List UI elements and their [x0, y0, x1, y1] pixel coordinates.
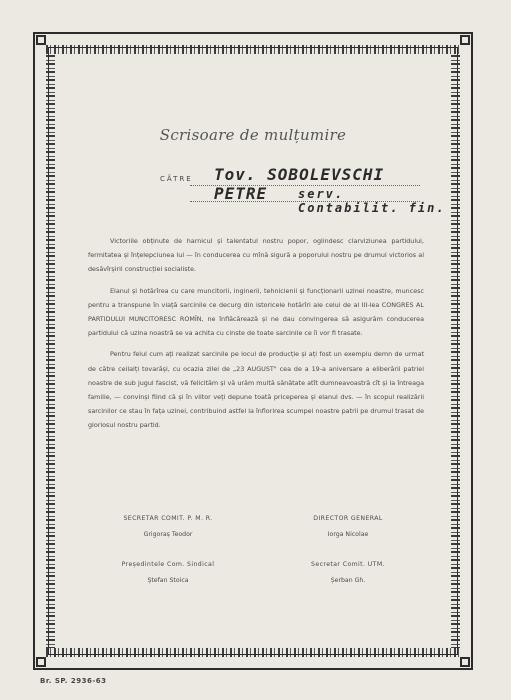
signatory — [88, 557, 248, 589]
signature-row — [88, 557, 424, 603]
paragraph-2: Elanul și hotărîrea cu care muncitorii, inginerii, tehnicienii și funcționarii uzinei noastre, muncesc pentru a transpune în viață sarcinile ce decurg din istoricele hotărîri ale celui de al III-lea CONGRES AL PARTIDULUI MUNCITORESC ROMÎN, ne înflăcărează și ne dau convingerea să asigurăm conducerea partidului că uzina noastră se va achita cu cinste de toate sarcinile ce îi vor fi trasate. — [88, 286, 424, 338]
signatory-name: Șerban Gh. — [330, 577, 366, 584]
signatory — [268, 511, 428, 543]
signatory — [268, 557, 428, 589]
letter-body — [88, 234, 424, 440]
signatory — [88, 511, 248, 543]
addressee-prefix: CĂTRE — [160, 175, 193, 183]
paragraph-1: Victoriile obținute de harnicul și talentatul nostru popor, oglindesc clarviziunea partidului, fermitatea și înțelepciunea lui — în conducerea cu mînă sigură a poporului nostru pe drumul victorios al desăvîrșirii construcției socialiste. — [88, 237, 424, 274]
corner-ornament-icon — [460, 35, 470, 45]
corner-ornament-icon — [460, 657, 470, 667]
paragraph-3: Pentru felul cum ați realizat sarcinile pe locul de producție și ați fost un exemplu demn de urmat de către ceilalți tovarăși, cu ocazia zilei de „23 AUGUST" cea de a 19-a aniversare a eliberării patriei noastre de sub jugul fascist, vă felicităm și vă urăm multă sănătate atît dumneavoastră cît și la întreaga familie, — convinși fiind că și în viitor veți depune toată priceperea și elanul dvs. — în scopul realizării sarcinilor ce stau în fața uzinei, contribuind astfel la înflorirea scumpei noastre patrii pe drumul trasat de gloriosul nostru partid. — [88, 350, 424, 430]
signatory-name: Ștefan Stoica — [147, 577, 189, 584]
signatory-role: SECRETAR COMIT. P. M. R. — [123, 515, 213, 522]
signatory-role: Președintele Com. Sindical — [121, 561, 215, 568]
print-reference: Br. SP. 2936-63 — [40, 677, 107, 685]
signature-row — [88, 511, 424, 557]
signatory-name: Iorga Nicolae — [327, 531, 369, 538]
corner-ornament-icon — [36, 35, 46, 45]
signatory-role: Secretar Comit. UTM. — [311, 561, 385, 568]
letter-title: Scrisoare de mulțumire — [159, 126, 347, 144]
corner-ornament-icon — [36, 657, 46, 667]
addressee-role: serv. Contabilit. fin. — [298, 187, 446, 215]
signatory-role: DIRECTOR GENERAL — [313, 515, 383, 522]
addressee-name: Tov. SOBOLEVSCHI PETRE — [214, 165, 385, 203]
signatory-name: Grigoraș Teodor — [143, 531, 193, 538]
signature-block — [88, 511, 424, 603]
